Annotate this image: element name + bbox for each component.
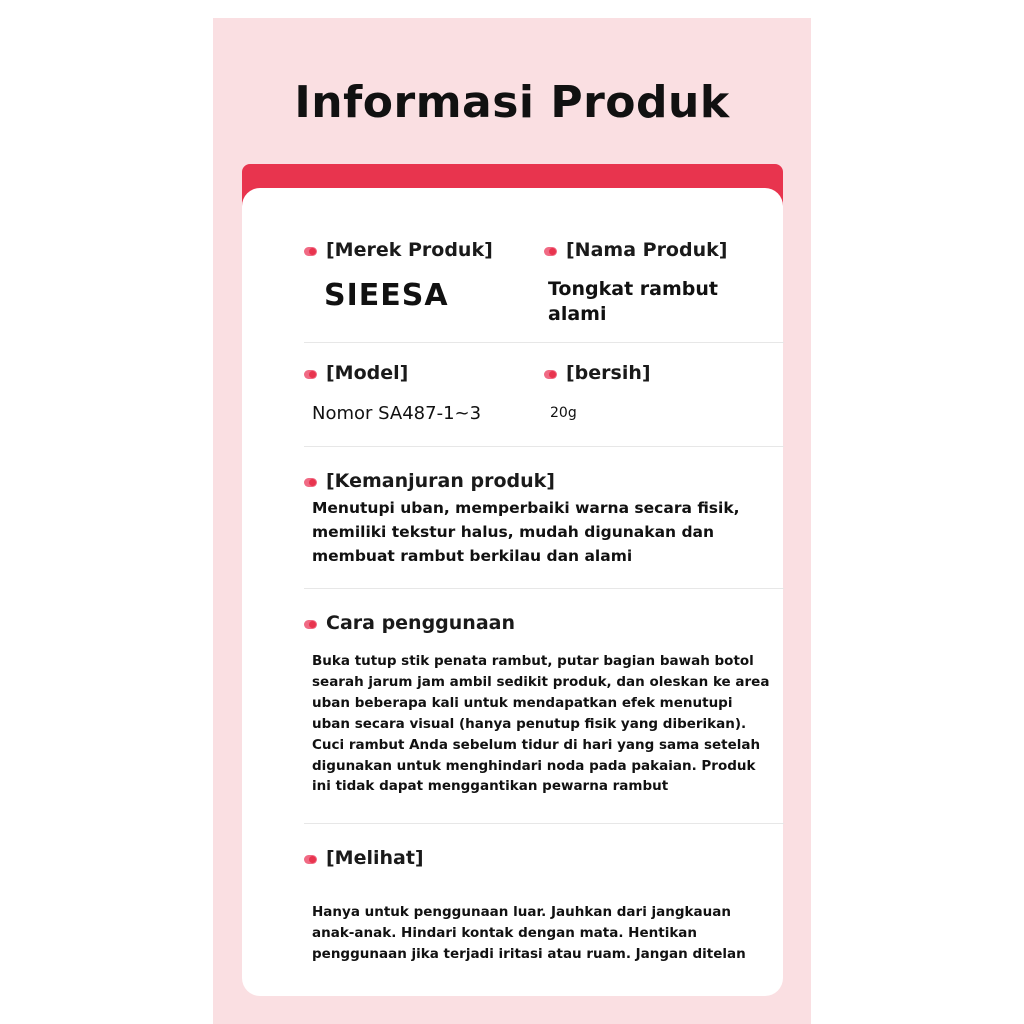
field-net-weight-head	[544, 361, 770, 387]
spacer	[304, 824, 784, 846]
field-product-name-label: [Nama Produk]	[566, 239, 728, 261]
field-usage-label: Cara penggunaan	[326, 612, 516, 635]
field-net-weight-label: [bersih]	[566, 361, 651, 384]
row-brand-name	[304, 238, 784, 328]
field-net-weight-value: 20g	[550, 404, 577, 421]
field-usage-head	[304, 611, 774, 637]
field-brand	[304, 238, 544, 328]
field-model-label: [Model]	[326, 361, 409, 384]
field-model-head	[304, 361, 530, 387]
field-product-name-head	[544, 238, 770, 264]
field-model	[304, 361, 544, 424]
field-warning-label: [Melihat]	[326, 847, 424, 870]
field-usage	[304, 611, 784, 797]
bullet-icon	[304, 855, 317, 864]
info-card-content	[304, 238, 784, 965]
info-card	[242, 188, 783, 996]
bullet-icon	[304, 620, 317, 629]
field-efficacy-label: [Kemanjuran produk]	[326, 469, 555, 492]
field-model-value: Nomor SA487-1~3	[312, 402, 482, 424]
field-warning-head	[304, 846, 774, 872]
field-product-name-value: Tongkat rambut alami	[548, 277, 718, 326]
field-net-weight	[544, 361, 784, 424]
field-efficacy	[304, 469, 784, 569]
bullet-icon	[304, 370, 317, 379]
bullet-icon	[544, 247, 557, 256]
page-title: Informasi Produk	[294, 77, 730, 128]
spacer	[304, 447, 784, 469]
field-usage-value: Buka tutup stik penata rambut, putar bagian bawah botol searah jarum jam ambil sedikit produk, dan oleskan ke area uban beberapa kali untuk mendapatkan efek menutupi uban secara visual (hanya penutup fisik yang diberikan). Cuci rambut Anda sebelum tidur di hari yang sama setelah digunakan untuk menghindari noda pada pakaian. Produk ini tidak dapat menggantikan pewarna rambut	[312, 652, 770, 795]
spacer	[304, 589, 784, 611]
field-efficacy-head	[304, 469, 774, 495]
product-info-page	[213, 18, 811, 1024]
field-warning	[304, 846, 784, 964]
field-warning-value: Hanya untuk penggunaan luar. Jauhkan dari jangkauan anak-anak. Hindari kontak dengan mata. Hentikan penggunaan jika terjadi iritasi atau ruam. Jangan ditelan	[312, 903, 746, 962]
row-model-net	[304, 361, 784, 424]
field-efficacy-value: Menutupi uban, memperbaiki warna secara fisik, memiliki tekstur halus, mudah digunakan dan membuat rambut berkilau dan alami	[312, 499, 740, 566]
field-brand-head	[304, 238, 530, 264]
field-product-name	[544, 238, 784, 328]
divider	[304, 342, 784, 343]
field-brand-label: [Merek Produk]	[326, 239, 493, 261]
field-brand-value: SIEESA	[324, 277, 449, 313]
bullet-icon	[304, 247, 317, 256]
bullet-icon	[544, 370, 557, 379]
bullet-icon	[304, 478, 317, 487]
